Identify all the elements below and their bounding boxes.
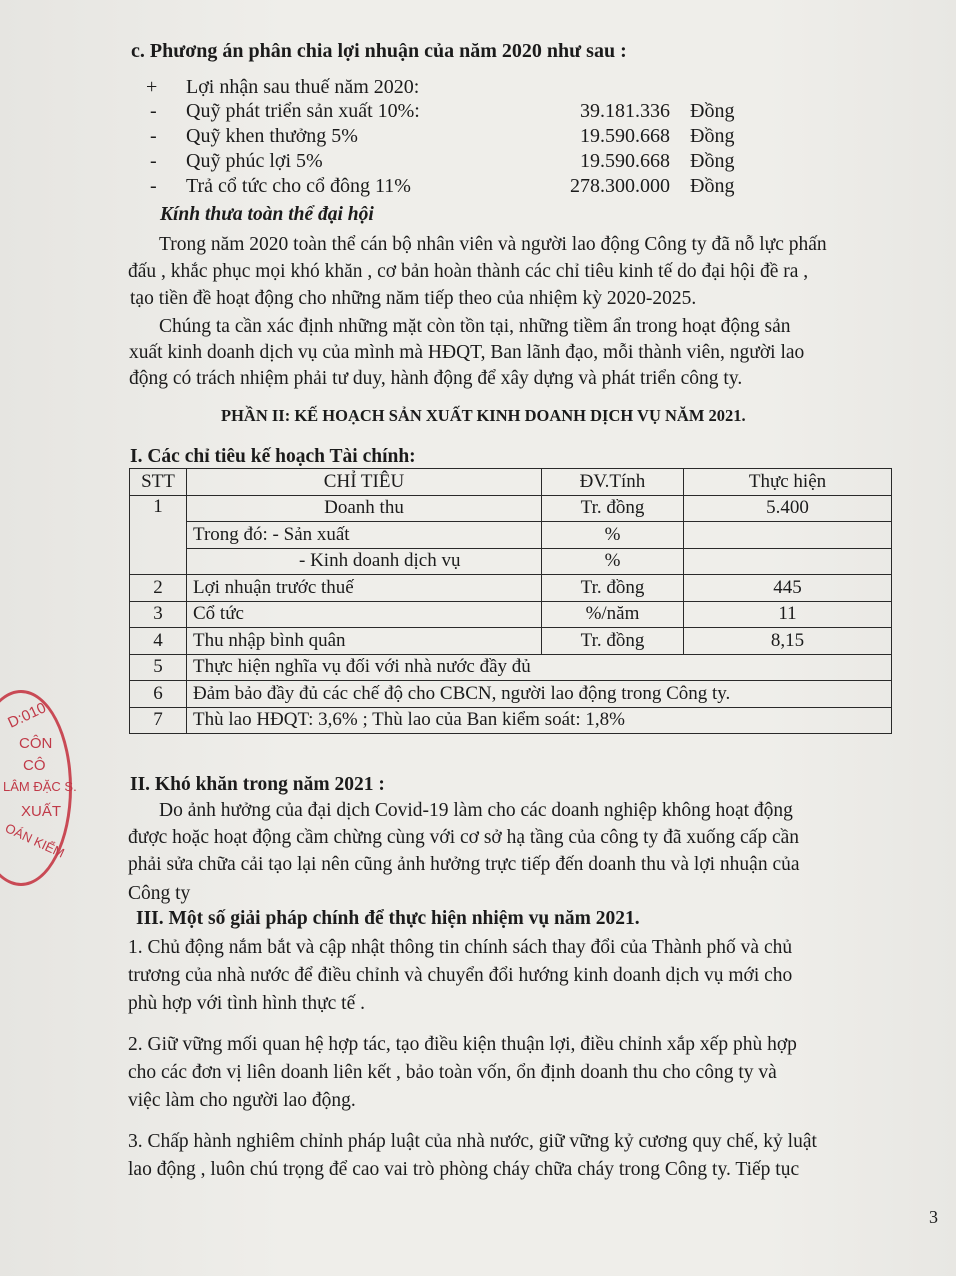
allocation-unit: Đồng bbox=[690, 125, 735, 147]
allocation-row bbox=[150, 100, 740, 126]
cell-value: 445 bbox=[684, 575, 892, 602]
allocation-label: Quỹ phúc lợi 5% bbox=[186, 150, 323, 172]
cell-stt: 6 bbox=[130, 681, 187, 708]
allocation-label: Quỹ khen thưởng 5% bbox=[186, 125, 358, 147]
allocation-amount: 19.590.668 bbox=[580, 125, 670, 147]
financial-title: I. Các chỉ tiêu kế hoạch Tài chính: bbox=[130, 446, 416, 467]
cell-stt: 7 bbox=[130, 707, 187, 734]
stamp-text: XUẤT bbox=[21, 803, 62, 820]
solution-1-line: 1. Chủ động nắm bắt và cập nhật thông tin chính sách thay đổi của Thành phố và chủ bbox=[128, 937, 793, 958]
cell-value bbox=[684, 548, 892, 575]
cell-value: 8,15 bbox=[684, 628, 892, 655]
row-marker: - bbox=[150, 100, 157, 122]
table-row bbox=[130, 522, 892, 549]
stamp-text: CÔN bbox=[19, 735, 53, 752]
section3-title: III. Một số giải pháp chính để thực hiện nhiệm vụ năm 2021. bbox=[136, 908, 640, 929]
cell-unit: % bbox=[542, 548, 684, 575]
allocation-amount: 19.590.668 bbox=[580, 150, 670, 172]
page-number: 3 bbox=[929, 1207, 938, 1227]
part2-title: PHẦN II: KẾ HOẠCH SẢN XUẤT KINH DOANH DỊCH VỤ NĂM 2021. bbox=[221, 406, 746, 425]
para1-line: Trong năm 2020 toàn thể cán bộ nhân viên và người lao động Công ty đã nỗ lực phấn bbox=[159, 234, 827, 255]
allocation-row bbox=[150, 125, 740, 151]
cell-indicator: - Kinh doanh dịch vụ bbox=[187, 548, 542, 575]
section2-line: phải sửa chữa cải tạo lại nên cũng ảnh hưởng trực tiếp đến doanh thu và lợi nhuận của bbox=[128, 854, 800, 875]
table-row bbox=[130, 495, 892, 522]
stamp-text: LÂM ĐẶC S. bbox=[3, 779, 77, 794]
cell-unit: Tr. đồng bbox=[542, 575, 684, 602]
table-row bbox=[130, 654, 892, 681]
para2-line: xuất kinh doanh dịch vụ của mình mà HĐQT, Ban lãnh đạo, mỗi thành viên, người lao bbox=[129, 342, 805, 363]
cell-value bbox=[684, 522, 892, 549]
cell-unit: Tr. đồng bbox=[542, 495, 684, 522]
financial-table bbox=[129, 468, 892, 734]
cell-stt: 5 bbox=[130, 654, 187, 681]
para1-line: tạo tiền đề hoạt động cho những năm tiếp theo của nhiệm kỳ 2020-2025. bbox=[130, 288, 697, 309]
allocation-row bbox=[150, 175, 740, 201]
para2-line: Chúng ta cần xác định những mặt còn tồn tại, những tiềm ẩn trong hoạt động sản bbox=[159, 316, 791, 337]
para2-line: động có trách nhiệm phải tư duy, hành động để xây dựng và phát triển công ty. bbox=[129, 368, 743, 389]
table-row bbox=[130, 707, 892, 734]
cell-value: 5.400 bbox=[684, 495, 892, 522]
intro-marker: + bbox=[146, 76, 158, 98]
allocation-unit: Đồng bbox=[690, 175, 735, 197]
section2-title: II. Khó khăn trong năm 2021 : bbox=[130, 774, 385, 795]
header-indicator: CHỈ TIÊU bbox=[187, 469, 542, 496]
allocation-unit: Đồng bbox=[690, 150, 735, 172]
cell-text: Thực hiện nghĩa vụ đối với nhà nước đầy đủ bbox=[187, 654, 892, 681]
cell-unit: %/năm bbox=[542, 601, 684, 628]
solution-2-line: việc làm cho người lao động. bbox=[128, 1090, 356, 1111]
allocation-row bbox=[150, 150, 740, 176]
cell-text: Đảm bảo đầy đủ các chế độ cho CBCN, người lao động trong Công ty. bbox=[187, 681, 892, 708]
greeting: Kính thưa toàn thể đại hội bbox=[160, 204, 374, 225]
solution-2-line: 2. Giữ vững mối quan hệ hợp tác, tạo điều kiện thuận lợi, điều chỉnh xắp xếp phù hợp bbox=[128, 1034, 797, 1055]
solution-3-line: 3. Chấp hành nghiêm chỉnh pháp luật của nhà nước, giữ vững kỷ cương quy chế, kỷ luật bbox=[128, 1131, 817, 1152]
header-value: Thực hiện bbox=[684, 469, 892, 496]
cell-stt: 1 bbox=[130, 495, 187, 575]
cell-stt: 3 bbox=[130, 601, 187, 628]
table-row bbox=[130, 575, 892, 602]
table-row bbox=[130, 681, 892, 708]
allocation-amount: 278.300.000 bbox=[570, 175, 670, 197]
row-marker: - bbox=[150, 125, 157, 147]
cell-indicator: Thu nhập bình quân bbox=[187, 628, 542, 655]
section2-line: Công ty bbox=[128, 883, 191, 904]
row-marker: - bbox=[150, 175, 157, 197]
allocation-unit: Đồng bbox=[690, 100, 735, 122]
cell-text: Thù lao HĐQT: 3,6% ; Thù lao của Ban kiểm soát: 1,8% bbox=[187, 707, 892, 734]
allocation-label: Quỹ phát triển sản xuất 10%: bbox=[186, 100, 420, 122]
header-stt: STT bbox=[130, 469, 187, 496]
solution-1-line: trương của nhà nước để điều chỉnh và chuyển đổi hướng kinh doanh dịch vụ mới cho bbox=[128, 965, 793, 986]
header-unit: ĐV.Tính bbox=[542, 469, 684, 496]
row-marker: - bbox=[150, 150, 157, 172]
table-header-row bbox=[130, 469, 892, 496]
section-c-title: c. Phương án phân chia lợi nhuận của năm 2020 như sau : bbox=[131, 40, 627, 62]
cell-stt: 4 bbox=[130, 628, 187, 655]
intro-label: Lợi nhận sau thuế năm 2020: bbox=[186, 76, 420, 98]
solution-2-line: cho các đơn vị liên doanh liên kết , bảo toàn vốn, ổn định doanh thu cho công ty và bbox=[128, 1062, 777, 1083]
allocation-amount: 39.181.336 bbox=[580, 100, 670, 122]
section2-line: Do ảnh hưởng của đại dịch Covid-19 làm cho các doanh nghiệp không hoạt động bbox=[159, 800, 793, 821]
solution-1-line: phù hợp với tình hình thực tế . bbox=[128, 993, 366, 1014]
cell-unit: Tr. đồng bbox=[542, 628, 684, 655]
solution-3-line: lao động , luôn chú trọng để cao vai trò phòng cháy chữa cháy trong Công ty. Tiếp tục bbox=[128, 1159, 800, 1180]
allocation-label: Trả cổ tức cho cổ đông 11% bbox=[186, 175, 411, 197]
cell-indicator: Doanh thu bbox=[187, 495, 542, 522]
profit-intro-row bbox=[146, 76, 746, 102]
table-row bbox=[130, 628, 892, 655]
table-row bbox=[130, 548, 892, 575]
section2-line: được hoặc hoạt động cầm chừng cùng với cơ sở hạ tầng của công ty đã xuống cấp cần bbox=[128, 827, 800, 848]
stamp-text: CÔ bbox=[23, 757, 46, 774]
cell-indicator: Lợi nhuận trước thuế bbox=[187, 575, 542, 602]
cell-stt: 2 bbox=[130, 575, 187, 602]
company-stamp bbox=[0, 690, 77, 886]
cell-value: 11 bbox=[684, 601, 892, 628]
cell-indicator: Cổ tức bbox=[187, 601, 542, 628]
stamp-text: OÁN KIỂM bbox=[2, 820, 67, 861]
stamp-text: D:010 bbox=[5, 699, 49, 732]
cell-unit: % bbox=[542, 522, 684, 549]
para1-line: đấu , khắc phục mọi khó khăn , cơ bản hoàn thành các chỉ tiêu kinh tế do đại hội đề ra , bbox=[128, 261, 809, 282]
table-row bbox=[130, 601, 892, 628]
cell-indicator: Trong đó: - Sản xuất bbox=[187, 522, 542, 549]
